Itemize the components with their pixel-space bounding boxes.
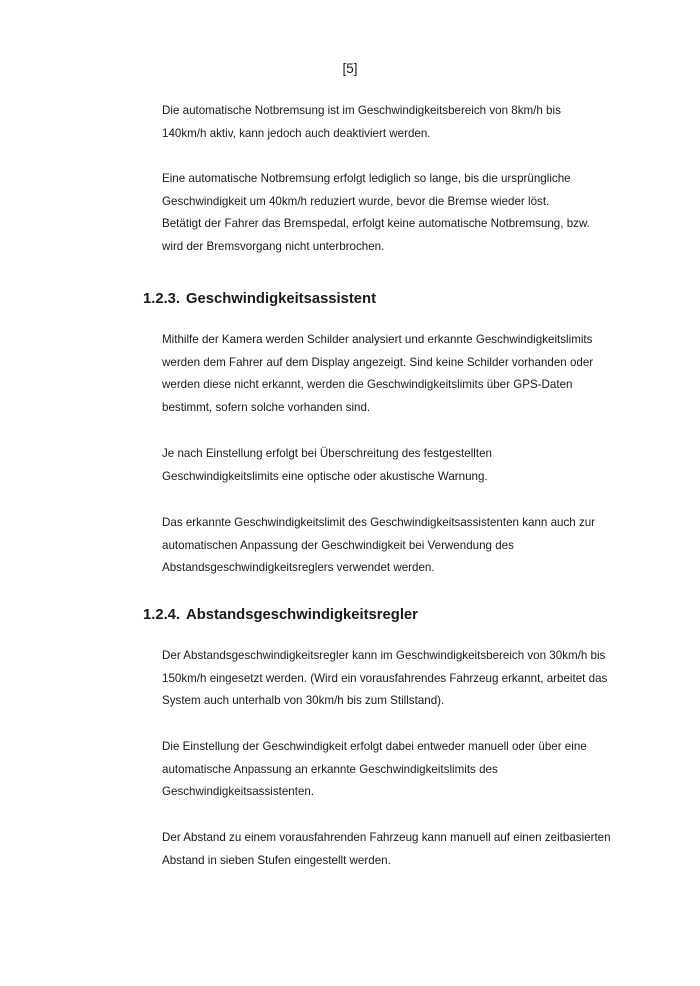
paragraph — [162, 645, 607, 713]
page-number: [5] — [342, 61, 358, 76]
text-line: Mithilfe der Kamera werden Schilder analysiert und erkannte Geschwindigkeitslimits — [162, 333, 593, 346]
section-title: Geschwindigkeitsassistent — [186, 291, 376, 307]
paragraph — [162, 512, 595, 580]
text-line: Der Abstand zu einem vorausfahrenden Fahrzeug kann manuell auf einen zeitbasierten — [162, 831, 611, 844]
text-line: Abstandsgeschwindigkeitsreglers verwendet werden. — [162, 561, 435, 574]
section-title: Abstandsgeschwindigkeitsregler — [186, 607, 418, 623]
text-line: Geschwindigkeit um 40km/h reduziert wurde, bevor die Bremse wieder löst. — [162, 194, 550, 208]
text-line: Abstand in sieben Stufen eingestellt werden. — [162, 853, 391, 867]
text-line: automatischen Anpassung der Geschwindigkeit bei Verwendung des — [162, 538, 514, 552]
text-line: 150km/h eingesetzt werden. (Wird ein vorausfahrendes Fahrzeug erkannt, arbeitet das — [162, 671, 608, 685]
text-line: Die Einstellung der Geschwindigkeit erfolgt dabei entweder manuell oder über eine — [162, 740, 587, 753]
text-line: 140km/h aktiv, kann jedoch auch deaktiviert werden. — [162, 126, 431, 140]
paragraph — [162, 736, 587, 804]
section-number: 1.2.3. — [143, 291, 181, 307]
text-line: werden diese nicht erkannt, werden die Geschwindigkeitslimits über GPS-Daten — [162, 378, 573, 391]
text-line: Betätigt der Fahrer das Bremspedal, erfolgt keine automatische Notbremsung, bzw. — [162, 217, 590, 230]
text-line: Je nach Einstellung erfolgt bei Überschreitung des festgestellten — [162, 447, 492, 460]
text-line: Geschwindigkeitsassistenten. — [162, 785, 315, 798]
text-line: Eine automatische Notbremsung erfolgt lediglich so lange, bis die ursprüngliche — [162, 172, 571, 185]
text-line: Der Abstandsgeschwindigkeitsregler kann im Geschwindigkeitsbereich von 30km/h bis — [162, 649, 606, 662]
text-line: Geschwindigkeitslimits eine optische oder akustische Warnung. — [162, 469, 488, 483]
paragraph — [162, 329, 593, 419]
section-heading — [143, 605, 418, 625]
section-number: 1.2.4. — [143, 607, 181, 623]
text-line: werden dem Fahrer auf dem Display angezeigt. Sind keine Schilder vorhanden oder — [162, 355, 594, 369]
paragraph — [162, 168, 590, 258]
text-line: bestimmt, sofern solche vorhanden sind. — [162, 400, 371, 414]
text-line: wird der Bremsvorgang nicht unterbrochen. — [162, 239, 385, 253]
paragraph — [162, 100, 561, 145]
section-heading — [143, 289, 376, 309]
text-line: automatische Anpassung an erkannte Geschwindigkeitslimits des — [162, 762, 498, 776]
paragraph — [162, 443, 492, 488]
paragraph — [162, 827, 611, 872]
text-line: Das erkannte Geschwindigkeitslimit des Geschwindigkeitsassistenten kann auch zur — [162, 516, 596, 529]
text-line: System auch unterhalb von 30km/h bis zum Stillstand). — [162, 694, 445, 707]
text-line: Die automatische Notbremsung ist im Geschwindigkeitsbereich von 8km/h bis — [162, 104, 561, 117]
